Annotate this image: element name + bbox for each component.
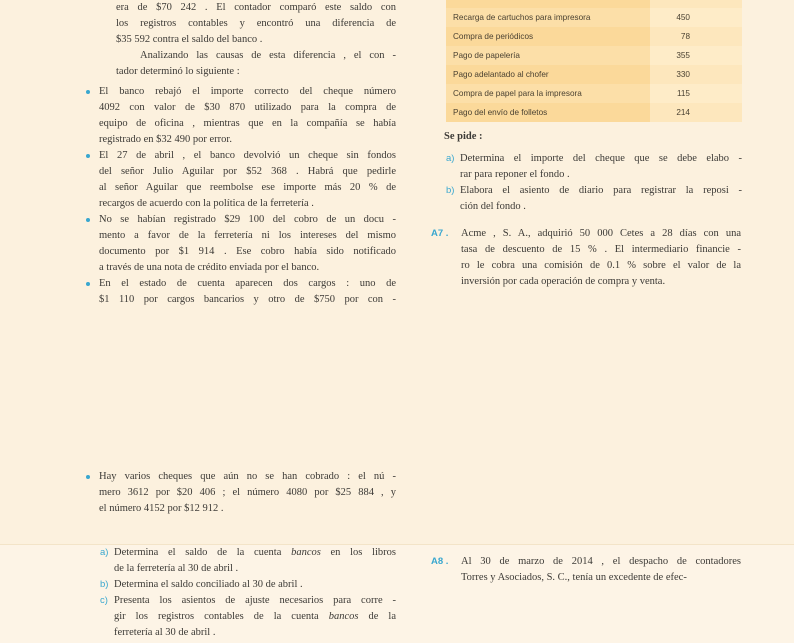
italic-term: bancos	[291, 547, 321, 558]
text-line: del señor Julio Aguilar por $52 368 . Habrá que pedirle	[99, 166, 396, 177]
text-line: rar para reponer el fondo .	[460, 169, 570, 180]
task-item-a	[100, 545, 396, 577]
table-cell-amount: 450	[650, 8, 742, 27]
table-cell-amount: 214	[650, 103, 742, 122]
bullet-dot	[86, 90, 90, 94]
table-row	[446, 8, 742, 27]
text-line: tador determinó lo siguiente :	[116, 66, 240, 77]
text-line: al señor Aguilar que reembolse ese importe más 20 % de	[99, 182, 396, 193]
list-item	[82, 84, 396, 148]
text-line: Acme , S. A., adquirió 50 000 Cetes a 28 días con una	[461, 228, 741, 239]
text-line: de la ferretería al 30 de abril .	[114, 563, 239, 574]
task-item-b	[100, 577, 396, 593]
text-line	[114, 609, 396, 625]
bullet-list-bottom	[82, 469, 396, 517]
table-cell-concept: Compra de papel para la impresora	[446, 84, 650, 103]
italic-term: bancos	[328, 611, 359, 622]
problem-label: A7 .	[431, 228, 449, 239]
list-item	[82, 276, 396, 308]
text-span: gir los registros contables de la cuenta	[114, 611, 329, 622]
text-line: Hay varios cheques que aún no se han cobrado : el nú -	[99, 471, 396, 482]
table-cell-amount: 78	[650, 27, 742, 46]
table-cell-amount: 330	[650, 65, 742, 84]
list-item	[82, 212, 396, 276]
text-line: ro le cobra una comisión de 0.1 % sobre el valor de la	[461, 260, 741, 271]
table-cell-concept: Compra de periódicos	[446, 27, 650, 46]
text-line: recargos de acuerdo con la política de la ferretería .	[99, 198, 314, 209]
text-line: equipo de oficina , mientras que en la compañía se había	[99, 118, 396, 129]
table-cell	[650, 0, 742, 8]
text-line: ferretería al 30 de abril .	[114, 627, 216, 638]
text-line: Elabora el asiento de diario para registrar la reposi -	[460, 185, 742, 196]
task-label: a)	[100, 547, 109, 558]
text-span: de la	[358, 611, 396, 622]
text-line: $35 592 contra el saldo del banco .	[116, 34, 263, 45]
text-line: mento a favor de la ferretería ni los intereses del mismo	[99, 230, 396, 241]
text-line: inversión por cada operación de compra y venta.	[461, 276, 666, 287]
expenses-table	[446, 0, 742, 122]
text-line	[114, 545, 396, 561]
text-line: Determina el importe del cheque que se debe elabo -	[460, 153, 742, 164]
bullet-dot	[86, 154, 90, 158]
list-item	[82, 469, 396, 517]
bullet-dot	[86, 282, 90, 286]
table-row	[446, 46, 742, 65]
table-row	[446, 65, 742, 84]
table-cell-concept: Pago del envío de folletos	[446, 103, 650, 122]
text-line: mero 3612 por $20 406 ; el número 4080 por $25 884 , y	[99, 487, 396, 498]
list-item	[82, 148, 396, 212]
table-cell-amount: 355	[650, 46, 742, 65]
table-cell	[446, 0, 650, 8]
text-line: a través de una nota de crédito enviada por el banco.	[99, 262, 320, 273]
text-line: El banco rebajó el importe correcto del cheque número	[99, 86, 396, 97]
task-list	[444, 151, 742, 215]
text-line: tasa de descuento de 15 % . El intermediario financie -	[461, 244, 741, 255]
text-line: 4092 con valor de $30 870 utilizado para la compra de	[99, 102, 396, 113]
task-item-a	[446, 151, 742, 183]
table-cell-amount: 115	[650, 84, 742, 103]
analysis-paragraph	[116, 48, 396, 80]
task-item-c	[100, 593, 396, 641]
intro-paragraph	[116, 0, 396, 48]
table-row-partial	[446, 0, 742, 8]
table-cell-concept: Pago de papelería	[446, 46, 650, 65]
problem-a7	[431, 226, 741, 290]
task-label: a)	[446, 153, 455, 164]
text-line: era de $70 242 . El contador comparó este saldo con	[116, 2, 396, 13]
table-row	[446, 27, 742, 46]
text-line: El 27 de abril , el banco devolvió un cheque sin fondos	[99, 150, 396, 161]
problem-a8	[431, 554, 741, 586]
text-line: Analizando las causas de esta diferencia , el con -	[140, 50, 396, 61]
task-list	[100, 545, 396, 641]
bullet-dot	[86, 475, 90, 479]
table-cell-concept: Recarga de cartuchos para impresora	[446, 8, 650, 27]
text-line: Al 30 de marzo de 2014 , el despacho de contadores	[461, 556, 741, 567]
text-line: los registros contables y encontró una diferencia de	[116, 18, 396, 29]
task-label: c)	[100, 595, 108, 606]
task-item-b	[446, 183, 742, 215]
problem-label: A8 .	[431, 556, 449, 567]
text-line: $1 110 por cargos bancarios y otro de $750 por con -	[99, 294, 396, 305]
text-line: Determina el saldo conciliado al 30 de abril .	[114, 579, 303, 590]
text-span: Determina el saldo de la cuenta	[114, 547, 292, 558]
text-line: Torres y Asociados, S. C., tenía un excedente de efec-	[461, 572, 687, 583]
table-cell-concept: Pago adelantado al chofer	[446, 65, 650, 84]
text-line: documento por $1 914 . Ese cobro había sido notificado	[99, 246, 396, 257]
table-row	[446, 103, 742, 122]
se-pide-section	[444, 129, 742, 215]
text-span: en los libros	[320, 547, 396, 558]
task-label: b)	[100, 579, 109, 590]
text-line: ción del fondo .	[460, 201, 526, 212]
text-line: En el estado de cuenta aparecen dos cargos : uno de	[99, 278, 396, 289]
text-line: No se habían registrado $29 100 del cobro de un docu -	[99, 214, 396, 225]
bullet-dot	[86, 218, 90, 222]
table-row	[446, 84, 742, 103]
task-label: b)	[446, 185, 455, 196]
se-pide-heading: Se pide :	[444, 131, 483, 142]
text-line: el número 4152 por $12 912 .	[99, 503, 224, 514]
text-line: registrado en $32 490 por error.	[99, 134, 232, 145]
text-line: Presenta los asientos de ajuste necesarios para corre -	[114, 595, 396, 606]
bullet-list	[82, 84, 396, 308]
